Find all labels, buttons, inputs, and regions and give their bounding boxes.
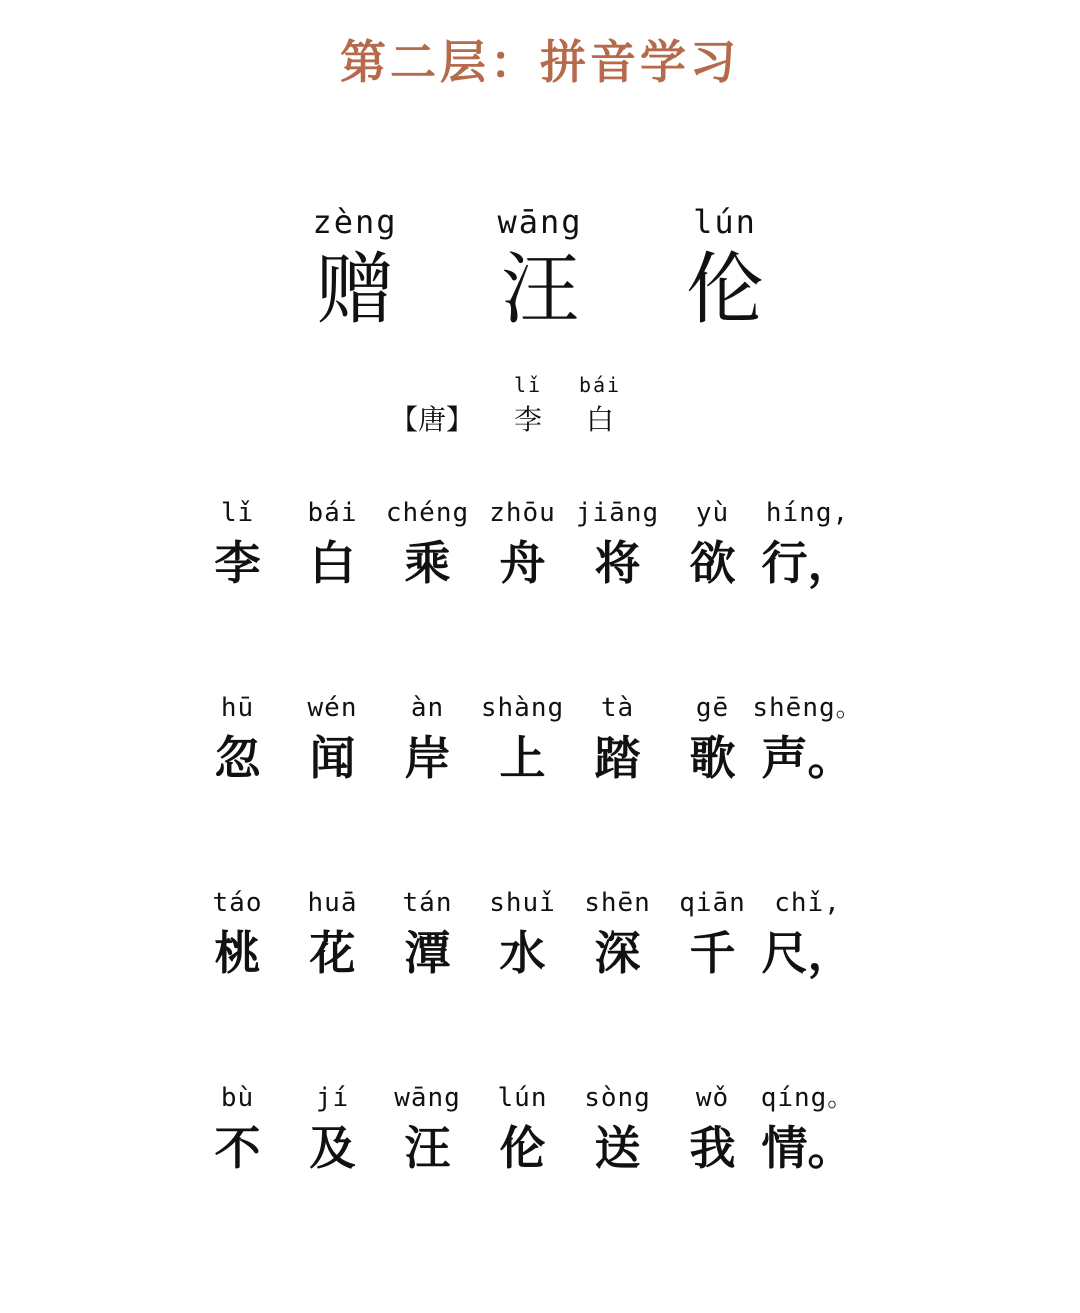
poem-char: [570, 882, 665, 1077]
char-hanzi: 及: [309, 1121, 356, 1175]
poem-char: [380, 1077, 475, 1272]
char-hanzi: 闻: [309, 731, 356, 785]
char-pinyin: shàng: [480, 693, 565, 723]
poem-char: [285, 687, 380, 882]
poem-char: [475, 687, 570, 882]
char-pinyin: jí: [315, 1083, 350, 1113]
poem-char: [380, 687, 475, 882]
char-hanzi: 水: [499, 926, 546, 980]
author-pinyin: bái: [578, 373, 622, 397]
char-hanzi: 忽: [214, 731, 261, 785]
char-pinyin: wǒ: [695, 1083, 730, 1113]
char-pinyin: shēng。: [752, 693, 863, 723]
char-hanzi: 行，: [761, 536, 854, 590]
poem-char: [285, 1077, 380, 1272]
char-hanzi: 歌: [689, 731, 736, 785]
char-hanzi: 送: [594, 1121, 641, 1175]
poem-char: [665, 492, 760, 687]
char-hanzi: 桃: [214, 926, 261, 980]
char-pinyin: zhōu: [489, 498, 556, 528]
poem-char: [190, 1077, 285, 1272]
char-pinyin: táo: [212, 888, 263, 918]
char-pinyin: wāng: [394, 1083, 461, 1113]
char-pinyin: tà: [600, 693, 635, 723]
char-hanzi: 不: [214, 1121, 261, 1175]
char-pinyin: sòng: [584, 1083, 651, 1113]
char-hanzi: 岸: [404, 731, 451, 785]
char-pinyin: yù: [695, 498, 730, 528]
title-char-0: [290, 200, 420, 336]
char-hanzi: 声。: [761, 731, 854, 785]
char-hanzi: 上: [499, 731, 546, 785]
char-hanzi: 汪: [404, 1121, 451, 1175]
char-hanzi: 深: [594, 926, 641, 980]
poem-char: [752, 687, 863, 882]
title-hanzi: 伦: [685, 245, 764, 335]
char-pinyin: chǐ,: [774, 888, 841, 918]
char-pinyin: hū: [220, 693, 255, 723]
dynasty-label: 【唐】: [390, 403, 475, 436]
poem-char: [190, 687, 285, 882]
poem-char: [285, 882, 380, 1077]
char-hanzi: 千: [689, 926, 736, 980]
poem-char: [475, 492, 570, 687]
poem-char: [475, 882, 570, 1077]
char-pinyin: hı́ng,: [765, 498, 850, 528]
char-pinyin: wén: [307, 693, 358, 723]
poem-char: [760, 1077, 855, 1272]
poem-line-3: [190, 882, 890, 1077]
poem-line-1: [190, 492, 890, 687]
char-pinyin: gē: [695, 693, 730, 723]
char-hanzi: 白: [309, 536, 356, 590]
poem-char: [665, 1077, 760, 1272]
char-pinyin: shuǐ: [489, 888, 556, 918]
char-pinyin: àn: [410, 693, 445, 723]
poem-char: [285, 492, 380, 687]
title-pinyin: lún: [693, 203, 757, 241]
poem-char: [380, 492, 475, 687]
char-hanzi: 舟: [499, 536, 546, 590]
author-hanzi: 白: [586, 403, 615, 436]
char-pinyin: chéng: [385, 498, 470, 528]
author-char-0: [492, 370, 564, 440]
title-char-2: [660, 200, 790, 336]
char-pinyin: bù: [220, 1083, 255, 1113]
poem-char: [190, 882, 285, 1077]
poem-char: [475, 1077, 570, 1272]
poem-char: [190, 492, 285, 687]
char-pinyin: tán: [402, 888, 453, 918]
char-pinyin: shēn: [584, 888, 651, 918]
title-hanzi: 汪: [500, 245, 579, 335]
poem-char: [570, 1077, 665, 1272]
poem-body: [190, 492, 890, 1272]
char-hanzi: 尺，: [761, 926, 854, 980]
poem-char: [760, 882, 855, 1077]
char-hanzi: 伦: [499, 1121, 546, 1175]
poem-title: [290, 200, 790, 336]
author-char-1: [564, 370, 636, 440]
char-hanzi: 情。: [761, 1121, 854, 1175]
char-pinyin: qiān: [679, 888, 746, 918]
char-pinyin: qíng。: [760, 1083, 855, 1113]
author-pinyin: lǐ: [513, 373, 543, 397]
char-pinyin: lǐ: [220, 498, 255, 528]
char-hanzi: 潭: [404, 926, 451, 980]
poem-char: [570, 492, 665, 687]
poem-char: [760, 492, 855, 687]
char-hanzi: 李: [214, 536, 261, 590]
char-pinyin: bái: [307, 498, 358, 528]
poem-char: [380, 882, 475, 1077]
title-char-1: [475, 200, 605, 336]
poem-char: [665, 687, 760, 882]
char-hanzi: 花: [309, 926, 356, 980]
author-hanzi: 李: [514, 403, 543, 436]
char-pinyin: lún: [497, 1083, 548, 1113]
char-hanzi: 欲: [689, 536, 736, 590]
char-pinyin: huā: [307, 888, 358, 918]
char-hanzi: 踏: [594, 731, 641, 785]
poem-char: [665, 882, 760, 1077]
char-pinyin: jiāng: [575, 498, 660, 528]
title-hanzi: 赠: [315, 245, 394, 335]
poem-line-4: [190, 1077, 890, 1272]
title-pinyin: zèng: [312, 203, 398, 241]
poem-char: [570, 687, 665, 882]
char-hanzi: 将: [594, 536, 641, 590]
title-pinyin: wāng: [497, 203, 583, 241]
author-line: [390, 370, 636, 440]
char-hanzi: 乘: [404, 536, 451, 590]
char-hanzi: 我: [689, 1121, 736, 1175]
poem-line-2: [190, 687, 890, 882]
page-title: 第二层：拼音学习: [340, 35, 740, 89]
